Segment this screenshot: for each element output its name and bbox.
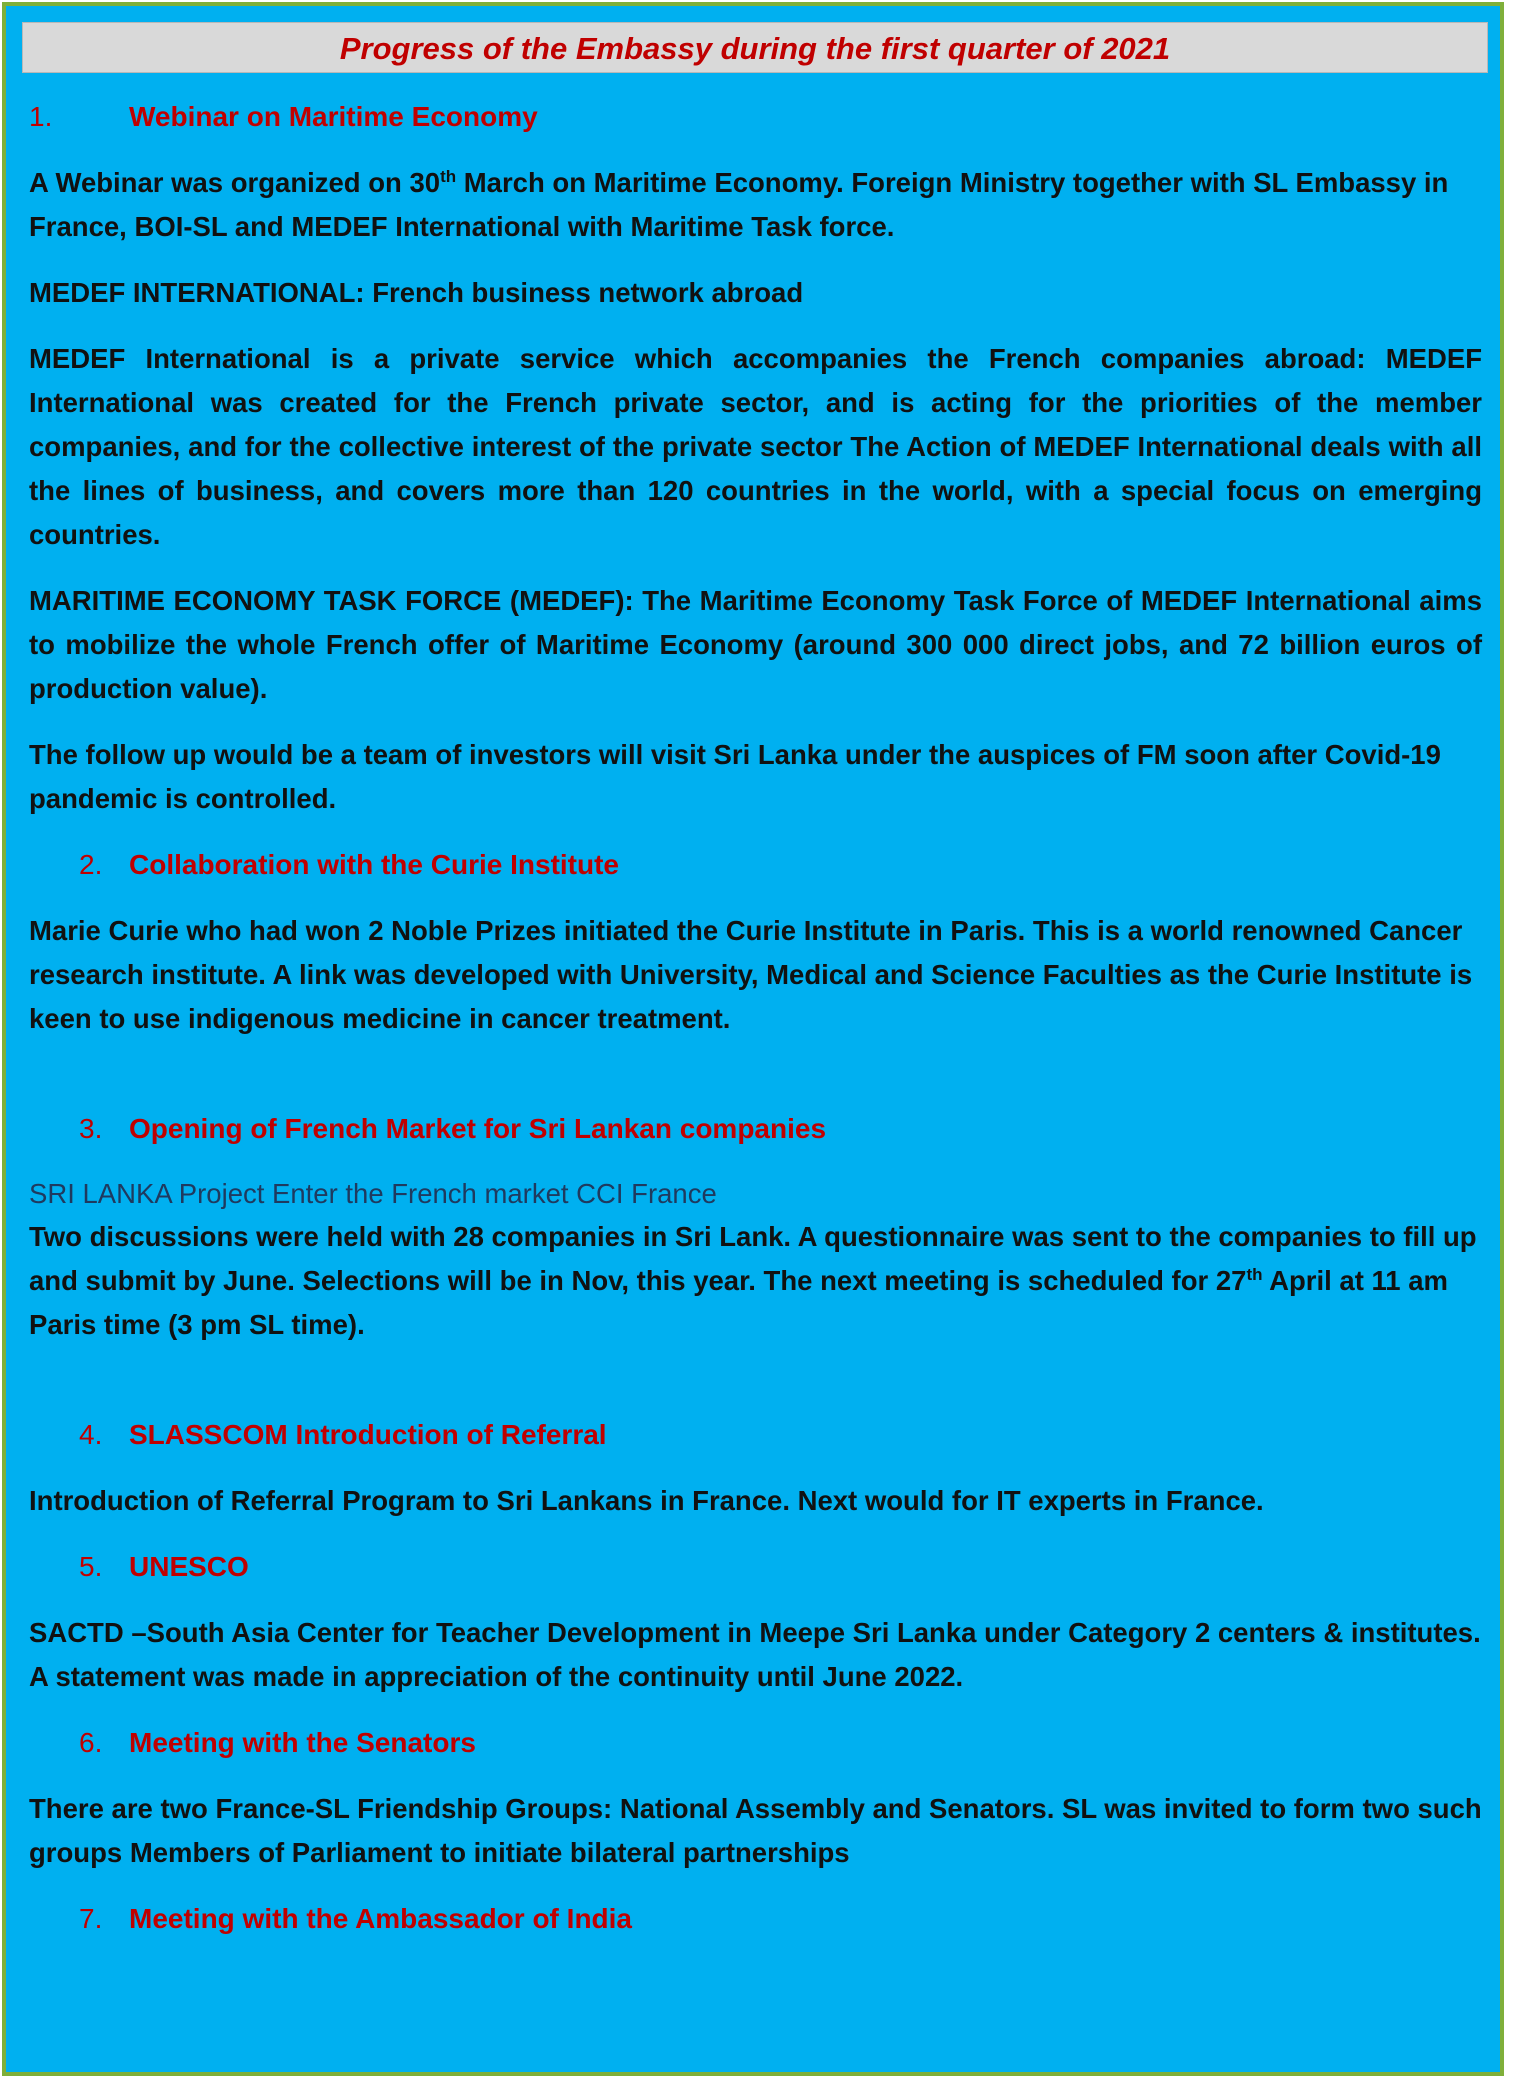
subheading-cci-france: SRI LANKA Project Enter the French market CCI France xyxy=(29,1178,717,1209)
document-body xyxy=(29,95,1482,1941)
text-run: April at 11 am Paris time (3 pm SL time). xyxy=(29,1265,1448,1340)
section-number: 1. xyxy=(29,101,53,132)
section-title: Webinar on Maritime Economy xyxy=(129,101,538,132)
text-run: March on Maritime Economy. Foreign Ministry together with SL Embassy in France, BOI-SL and MEDEF International with Maritime Task force. xyxy=(29,167,1449,242)
section-heading-1 xyxy=(29,95,1482,139)
text-run: A Webinar was organized on 30 xyxy=(29,167,441,198)
paragraph-maritime-task-force: MARITIME ECONOMY TASK FORCE (MEDEF): The Maritime Economy Task Force of MEDEF International aims to mobilize the whole French offer of Maritime Economy (around 300 000 direct jobs, and 72 billion euros of production value). xyxy=(29,585,1482,704)
paragraph-referral: Introduction of Referral Program to Sri Lankans in France. Next would for IT experts in France. xyxy=(29,1485,1264,1516)
page-title-bar xyxy=(22,22,1488,73)
section-title: SLASSCOM Introduction of Referral xyxy=(129,1419,607,1450)
section-title: Collaboration with the Curie Institute xyxy=(129,849,619,880)
page-title: Progress of the Embassy during the first quarter of 2021 xyxy=(339,31,1171,66)
section-number: 6. xyxy=(79,1727,103,1758)
ordinal-suffix: th xyxy=(1246,1264,1263,1284)
paragraph-follow-up: The follow up would be a team of investors will visit Sri Lanka under the auspices of FM soon after Covid-19 pandemic is controlled. xyxy=(29,739,1441,814)
section-heading-7 xyxy=(29,1897,1482,1941)
ordinal-suffix: th xyxy=(440,166,457,186)
section-heading-6 xyxy=(29,1721,1482,1765)
paragraph-unesco: SACTD –South Asia Center for Teacher Development in Meepe Sri Lanka under Category 2 centers & institutes. A statement was made in appreciation of the continuity until June 2022. xyxy=(29,1617,1481,1692)
section-number: 7. xyxy=(79,1903,103,1934)
section-number: 2. xyxy=(79,849,103,880)
section-title: Meeting with the Senators xyxy=(129,1727,476,1758)
paragraph-medef-title: MEDEF INTERNATIONAL: French business network abroad xyxy=(29,277,804,308)
section-number: 3. xyxy=(79,1113,103,1144)
section-title: UNESCO xyxy=(129,1551,249,1582)
section-heading-2 xyxy=(29,843,1482,887)
section-title: Opening of French Market for Sri Lankan companies xyxy=(129,1113,827,1144)
section-heading-4 xyxy=(29,1413,1482,1457)
section-title: Meeting with the Ambassador of India xyxy=(129,1903,633,1934)
section-number: 5. xyxy=(79,1551,103,1582)
paragraph-webinar xyxy=(29,161,1482,249)
section-heading-5 xyxy=(29,1545,1482,1589)
section-number: 4. xyxy=(79,1419,103,1450)
paragraph-medef-description: MEDEF International is a private service which accompanies the French companies abroad: MEDEF International was created for the French private sector, and is acting for the priorities of the member companies, and for the collective interest of the private sector The Action of MEDEF International deals with all the lines of business, and covers more than 120 countries in the world, with a special focus on emerging countries. xyxy=(29,343,1482,550)
section-heading-3 xyxy=(29,1107,1482,1151)
paragraph-curie: Marie Curie who had won 2 Noble Prizes initiated the Curie Institute in Paris. This is a world renowned Cancer research institute. A link was developed with University, Medical and Science Faculties as the Curie Institute is keen to use indigenous medicine in cancer treatment. xyxy=(29,915,1473,1034)
text-run: Two discussions were held with 28 companies in Sri Lank. A questionnaire was sent to the companies to fill up and submit by June. Selections will be in Nov, this year. The next meeting is scheduled for 27 xyxy=(29,1221,1477,1296)
paragraph-french-market xyxy=(29,1215,1482,1347)
paragraph-senators: There are two France-SL Friendship Groups: National Assembly and Senators. SL was invited to form two such groups Members of Parliament to initiate bilateral partnerships xyxy=(29,1793,1482,1868)
